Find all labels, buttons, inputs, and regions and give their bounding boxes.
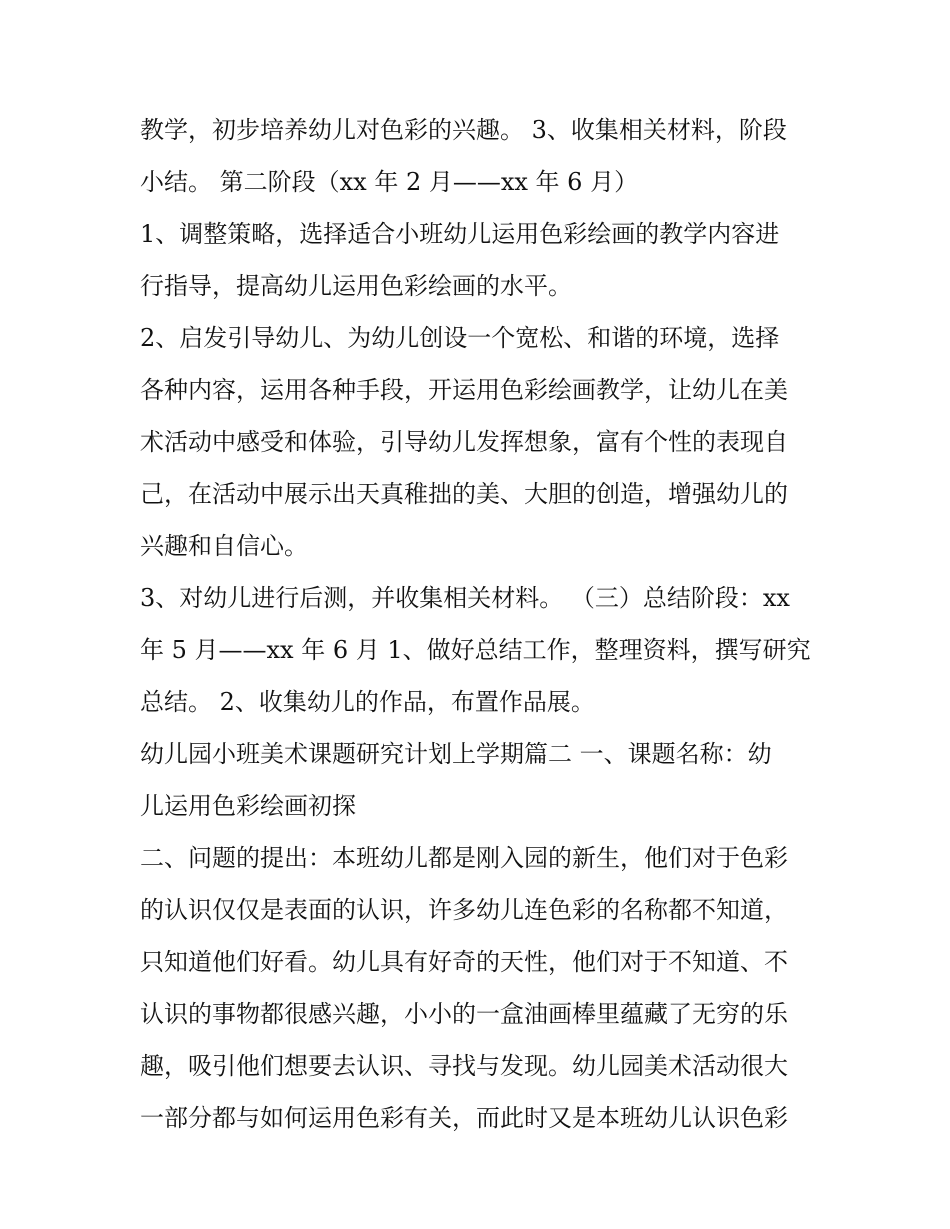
text-line-1: 教学，初步培养幼儿对色彩的兴趣。 3、收集相关材料，阶段 <box>140 116 787 144</box>
text-line-8: 己，在活动中展示出天真稚拙的美、大胆的创造，增强幼儿的 <box>140 480 788 508</box>
document-body <box>140 104 820 1144</box>
text-line-11: 年 5 月——xx 年 6 月 1、做好总结工作，整理资料，撰写研究 <box>140 636 811 664</box>
text-line-18: 认识的事物都很感兴趣，小小的一盒油画棒里蕴藏了无穷的乐 <box>140 1000 788 1028</box>
text-line-13: 幼儿园小班美术课题研究计划上学期篇二 一、课题名称：幼 <box>140 740 772 768</box>
text-line-10: 3、对幼儿进行后测，并收集相关材料。 （三）总结阶段：xx <box>140 584 790 612</box>
text-line-2: 小结。 第二阶段（xx 年 2 月——xx 年 6 月） <box>140 168 639 196</box>
text-line-19: 趣，吸引他们想要去认识、寻找与发现。幼儿园美术活动很大 <box>140 1052 788 1080</box>
text-line-6: 各种内容，运用各种手段，开运用色彩绘画教学，让幼儿在美 <box>140 376 788 404</box>
text-line-17: 只知道他们好看。幼儿具有好奇的天性，他们对于不知道、不 <box>140 948 788 976</box>
text-line-16: 的认识仅仅是表面的认识，许多幼儿连色彩的名称都不知道， <box>140 896 788 924</box>
text-line-12: 总结。 2、收集幼儿的作品，布置作品展。 <box>140 688 595 716</box>
text-line-7: 术活动中感受和体验，引导幼儿发挥想象，富有个性的表现自 <box>140 428 788 456</box>
text-line-15: 二、问题的提出：本班幼儿都是刚入园的新生，他们对于色彩 <box>140 844 788 872</box>
text-line-3: 1、调整策略，选择适合小班幼儿运用色彩绘画的教学内容进 <box>140 220 780 248</box>
text-line-14: 儿运用色彩绘画初探 <box>140 792 356 820</box>
text-line-4: 行指导，提高幼儿运用色彩绘画的水平。 <box>140 272 572 300</box>
text-line-5: 2、启发引导幼儿、为幼儿创设一个宽松、和谐的环境，选择 <box>140 324 780 352</box>
text-line-9: 兴趣和自信心。 <box>140 532 308 560</box>
text-line-20: 一部分都与如何运用色彩有关，而此时又是本班幼儿认识色彩 <box>140 1104 788 1132</box>
